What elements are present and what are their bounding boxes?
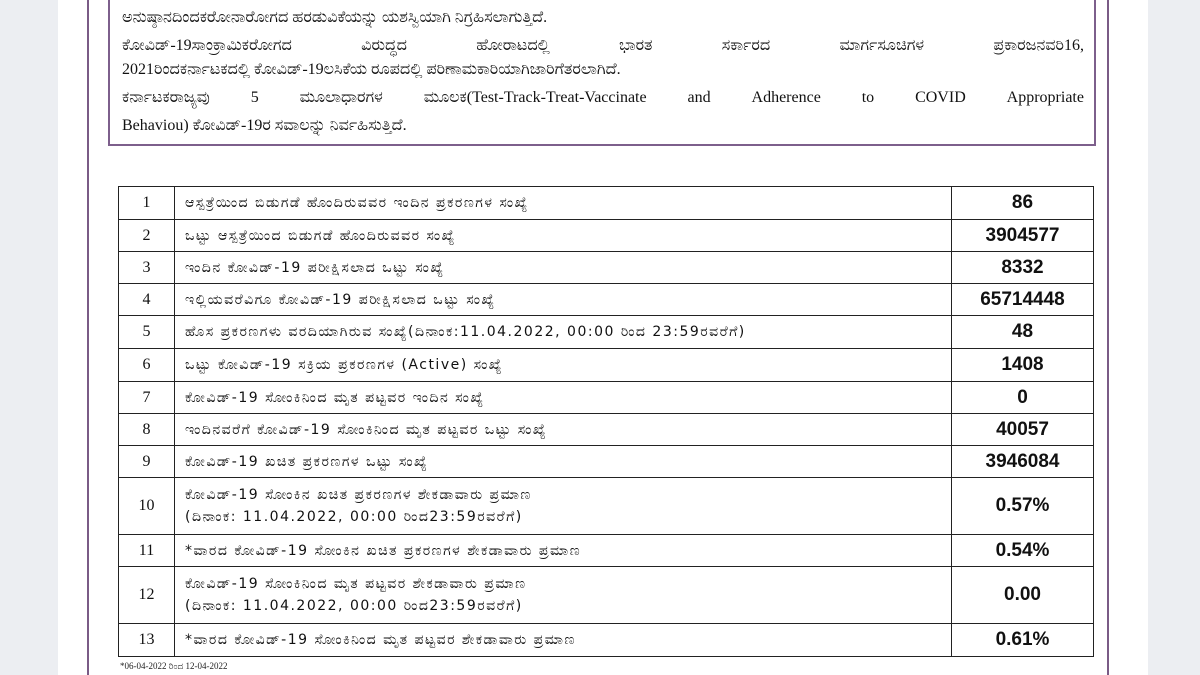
notice-word: ಪ್ರಕಾರಜನವರಿ16, xyxy=(993,37,1084,54)
notice-word: ಹೋರಾಟದಲ್ಲಿ xyxy=(476,37,550,54)
table-row xyxy=(119,382,1094,414)
row-value: 8332 xyxy=(952,252,1094,284)
row-value: 86 xyxy=(952,187,1094,220)
notice-word: 5 xyxy=(250,89,259,106)
row-number: 6 xyxy=(119,349,175,382)
row-value: 48 xyxy=(952,316,1094,349)
notice-word: to xyxy=(861,89,875,106)
row-label xyxy=(175,316,952,349)
table-row xyxy=(119,478,1094,535)
row-label-line: ಹೊಸ ಪ್ರಕರಣಗಳು ವರದಿಯಾಗಿರುವ ಸಂಖ್ಯೆ(ದಿನಾಂಕ:11.04.2022, 00:00 ರಿಂದ 23:59ರವರೆಗೆ) xyxy=(185,324,746,340)
row-label xyxy=(175,414,952,446)
notice-line-5: Behaviou) ಕೋವಿಡ್-19ರ ಸವಾಲನ್ನು ನಿರ್ವಹಿಸುತ್ತಿದೆ. xyxy=(122,117,407,134)
table-row xyxy=(119,624,1094,657)
row-number: 7 xyxy=(119,382,175,414)
row-label xyxy=(175,284,952,316)
row-label xyxy=(175,382,952,414)
table-row xyxy=(119,220,1094,252)
covid-stats-table xyxy=(118,186,1094,657)
row-value: 1408 xyxy=(952,349,1094,382)
row-label-line: ಕೋವಿಡ್-19 ಸೋಂಕಿನಿಂದ ಮೃತ ಪಟ್ಟವರ ಇಂದಿನ ಸಂಖ್ಯೆ xyxy=(185,389,485,406)
notice-word: Adherence xyxy=(751,89,821,106)
row-value: 0.57% xyxy=(952,478,1094,535)
row-label xyxy=(175,535,952,567)
row-label xyxy=(175,567,952,624)
row-label xyxy=(175,252,952,284)
row-number: 12 xyxy=(119,567,175,624)
table-row xyxy=(119,349,1094,382)
row-label-line: ಇಂದಿನವರೆಗೆ ಕೋವಿಡ್-19 ಸೋಂಕಿನಿಂದ ಮೃತ ಪಟ್ಟವರ ಒಟ್ಟು ಸಂಖ್ಯೆ xyxy=(185,421,548,438)
notice-box xyxy=(108,0,1096,146)
row-value: 0.61% xyxy=(952,624,1094,657)
row-label-line: *ವಾರದ ಕೋವಿಡ್-19 ಸೋಂಕಿನಿಂದ ಮೃತ ಪಟ್ಟವರ ಶೇಕಡಾವಾರು ಪ್ರಮಾಣ xyxy=(185,632,576,648)
row-number: 3 xyxy=(119,252,175,284)
notice-word: ಕೋವಿಡ್-19ಸಾಂಕ್ರಾಮಿಕರೋಗದ xyxy=(122,37,292,54)
row-label-line: ಆಸ್ಪತ್ರೆಯಿಂದ ಬಿಡುಗಡೆ ಹೊಂದಿರುವವರ ಇಂದಿನ ಪ್ರಕರಣಗಳ ಸಂಖ್ಯೆ xyxy=(185,195,529,211)
row-number: 11 xyxy=(119,535,175,567)
row-number: 5 xyxy=(119,316,175,349)
row-label xyxy=(175,478,952,535)
row-value: 3946084 xyxy=(952,446,1094,478)
row-label-line: ಇಲ್ಲಿಯವರೆವಿಗೂ ಕೋವಿಡ್-19 ಪರೀಕ್ಷಿಸಲಾದ ಒಟ್ಟು ಸಂಖ್ಯೆ xyxy=(185,291,496,308)
row-number: 1 xyxy=(119,187,175,220)
row-number: 9 xyxy=(119,446,175,478)
row-label-line: ಕೋವಿಡ್-19 ಖಚಿತ ಪ್ರಕರಣಗಳ ಒಟ್ಟು ಸಂಖ್ಯೆ xyxy=(185,453,429,470)
notice-word: Appropriate xyxy=(1006,89,1084,106)
row-number: 10 xyxy=(119,478,175,535)
notice-word: and xyxy=(687,89,711,106)
notice-word: ಭಾರತ xyxy=(619,37,653,54)
notice-word: COVID xyxy=(915,89,966,106)
notice-word: ಮೂಲಕ(Test-Track-Treat-Vaccinate xyxy=(423,89,647,106)
notice-line-4 xyxy=(122,88,1084,108)
table-row xyxy=(119,284,1094,316)
notice-word: ಮಾರ್ಗಸೂಚಿಗಳ xyxy=(839,37,925,54)
row-number: 4 xyxy=(119,284,175,316)
row-value: 0.54% xyxy=(952,535,1094,567)
row-value: 0.00 xyxy=(952,567,1094,624)
table-row xyxy=(119,187,1094,220)
row-label-date: (ದಿನಾಂಕ: 11.04.2022, 00:00 ರಿಂದ23:59ರವರೆಗೆ) xyxy=(185,598,523,614)
notice-word: ಸರ್ಕಾರದ xyxy=(721,37,771,54)
notice-line-2 xyxy=(122,36,1084,56)
row-label-line: ಒಟ್ಟು ಆಸ್ಪತ್ರೆಯಿಂದ ಬಿಡುಗಡೆ ಹೊಂದಿರುವವರ ಸಂಖ್ಯೆ xyxy=(185,227,456,244)
row-value: 65714448 xyxy=(952,284,1094,316)
notice-word: ಮೂಲಾಧಾರಗಳ xyxy=(299,89,383,106)
row-label xyxy=(175,624,952,657)
row-label-line: *ವಾರದ ಕೋವಿಡ್-19 ಸೋಂಕಿನ ಖಚಿತ ಪ್ರಕರಣಗಳ ಶೇಕಡಾವಾರು ಪ್ರಮಾಣ xyxy=(185,542,582,559)
notice-word: ವಿರುದ್ಧದ xyxy=(361,37,407,54)
table-row xyxy=(119,446,1094,478)
row-label-line: ಕೋವಿಡ್-19 ಸೋಂಕಿನಿಂದ ಮೃತ ಪಟ್ಟವರ ಶೇಕಡಾವಾರು ಪ್ರಮಾಣ xyxy=(185,576,527,592)
row-value: 40057 xyxy=(952,414,1094,446)
row-label xyxy=(175,446,952,478)
row-label-date: (ದಿನಾಂಕ: 11.04.2022, 00:00 ರಿಂದ23:59ರವರೆಗೆ) xyxy=(185,509,523,525)
row-value: 0 xyxy=(952,382,1094,414)
table-row xyxy=(119,567,1094,624)
row-label xyxy=(175,349,952,382)
row-label xyxy=(175,187,952,220)
footnote: *06-04-2022 ರಿಂದ 12-04-2022 xyxy=(120,661,228,671)
table-row xyxy=(119,252,1094,284)
row-label xyxy=(175,220,952,252)
row-label-line: ಇಂದಿನ ಕೋವಿಡ್-19 ಪರೀಕ್ಷಿಸಲಾದ ಒಟ್ಟು ಸಂಖ್ಯೆ xyxy=(185,259,445,276)
row-label-line: ಕೋವಿಡ್-19 ಸೋಂಕಿನ ಖಚಿತ ಪ್ರಕರಣಗಳ ಶೇಕಡಾವಾರು ಪ್ರಮಾಣ xyxy=(185,487,532,503)
row-number: 8 xyxy=(119,414,175,446)
notice-word: ಕರ್ನಾಟಕರಾಜ್ಯವು xyxy=(122,89,210,106)
row-number: 13 xyxy=(119,624,175,657)
row-label-line: ಒಟ್ಟು ಕೋವಿಡ್-19 ಸಕ್ರಿಯ ಪ್ರಕರಣಗಳ (Active) ಸಂಖ್ಯೆ xyxy=(185,357,503,373)
notice-line-1: ಅನುಷ್ಠಾನದಿಂದಕರೋನಾರೋಗದ ಹರಡುವಿಕೆಯನ್ನು ಯಶಸ್ವಿಯಾಗಿ ನಿಗ್ರಹಿಸಲಾಗುತ್ತಿದೆ. xyxy=(122,9,548,26)
row-number: 2 xyxy=(119,220,175,252)
row-value: 3904577 xyxy=(952,220,1094,252)
table-row xyxy=(119,414,1094,446)
table-row xyxy=(119,535,1094,567)
notice-line-3: 2021ರಿಂದಕರ್ನಾಟಕದಲ್ಲಿ ಕೋವಿಡ್-19ಲಸಿಕೆಯ ರೂಪದಲ್ಲಿ ಪರಿಣಾಮಕಾರಿಯಾಗಿಜಾರಿಗೆತರಲಾಗಿದೆ. xyxy=(122,61,621,78)
table-row xyxy=(119,316,1094,349)
